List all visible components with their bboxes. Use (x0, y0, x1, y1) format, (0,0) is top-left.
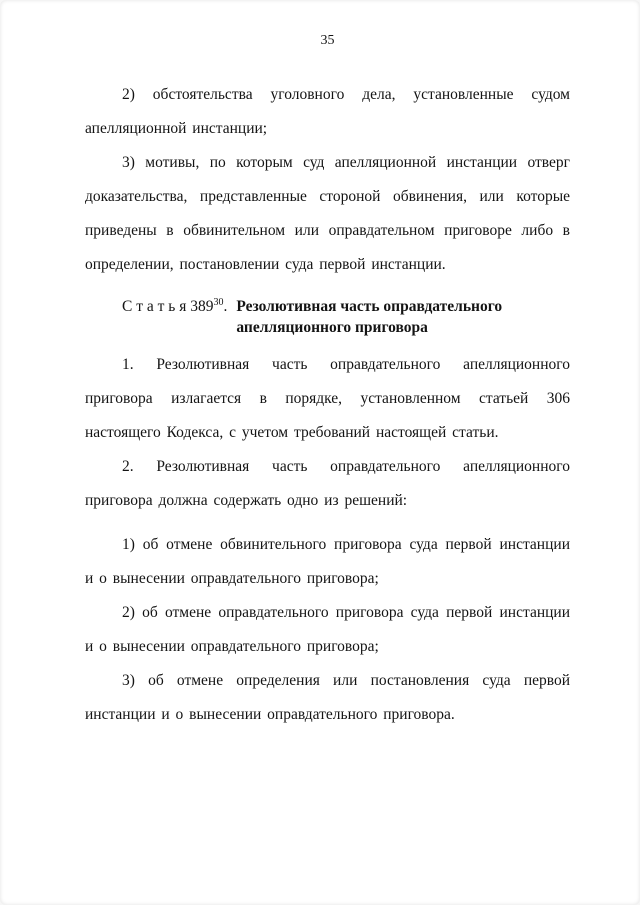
paragraph: 1. Резолютивная часть оправдательного апелляционного приговора излагается в порядке, установленном статьей 306 настоящего Кодекса, с учетом требований настоящей статьи. (85, 356, 570, 441)
article-superscript: 30 (213, 296, 224, 308)
article-title: Резолютивная часть оправдательного апелляционного приговора (236, 298, 503, 336)
page-number: 35 (320, 33, 335, 48)
article-label (122, 296, 227, 317)
article-period: . (223, 298, 228, 315)
paragraph: 3) мотивы, по которым суд апелляционной инстанции отверг доказательства, представленные стороной обвинения, или которые приведены в обвинительном или оправдательном приговоре либо в определении, постановлении суда первой инстанции. (85, 154, 570, 273)
paragraph: 3) об отмене определения или постановления суда первой инстанции и о вынесении оправдательного приговора. (85, 672, 570, 723)
article-heading (85, 296, 570, 338)
paragraph: 1) об отмене обвинительного приговора суда первой инстанции и о вынесении оправдательного приговора; (85, 536, 570, 587)
article-label-text: С т а т ь я 389 (122, 298, 214, 315)
body-paragraphs (85, 348, 570, 732)
paragraph: 2. Резолютивная часть оправдательного апелляционного приговора должна содержать одно из решений: (85, 458, 570, 509)
intro-paragraphs (85, 78, 570, 282)
paragraph: 2) об отмене оправдательного приговора суда первой инстанции и о вынесении оправдательного приговора; (85, 604, 570, 655)
paragraph: 2) обстоятельства уголовного дела, установленные судом апелляционной инстанции; (85, 86, 570, 137)
